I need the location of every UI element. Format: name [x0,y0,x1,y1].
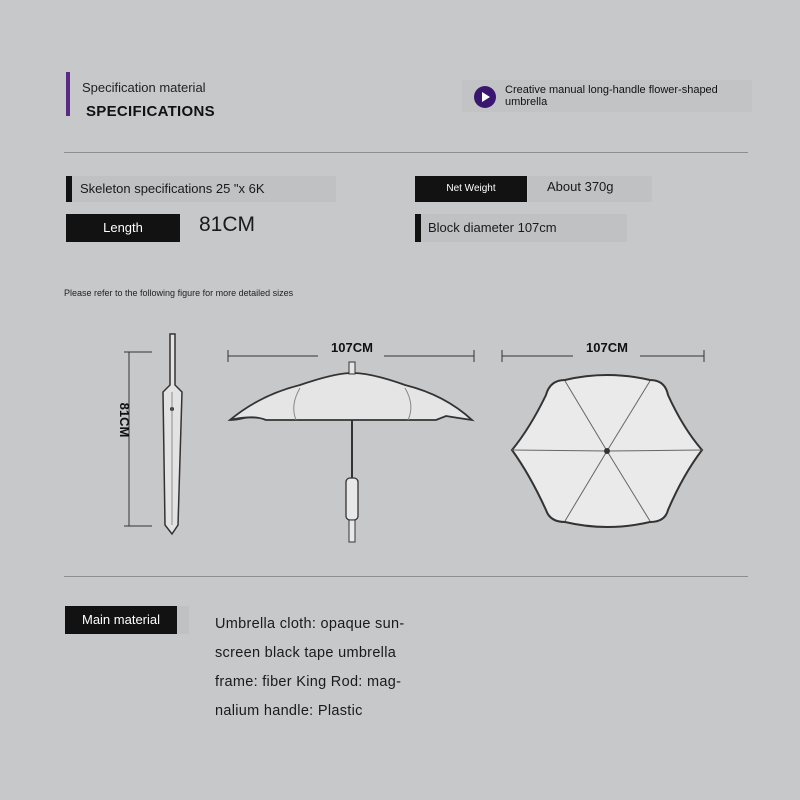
length-value: 81CM [199,213,256,236]
divider-bottom [64,576,748,577]
open-width-label: 107CM [331,340,373,355]
product-tagline: Creative manual long-handle flower-shaped umbrella [505,84,718,108]
main-material-text [215,610,455,726]
top-width-label: 107CM [586,340,628,355]
material-line: frame: fiber King Rod: mag- [215,674,402,690]
main-material-label: Main material [65,606,177,634]
skeleton-spec-text: Skeleton specifications 25 "x 6K [80,181,265,196]
closed-umbrella-drawing [117,334,182,534]
header-title: SPECIFICATIONS [86,103,215,120]
block-diameter-text: Block diameter 107cm [428,220,557,235]
material-line: nalium handle: Plastic [215,703,363,719]
material-line: screen black tape umbrella [215,645,397,661]
header-subtitle: Specification material [82,80,206,95]
height-dimension-label: 81CM [117,402,132,438]
open-umbrella-top-drawing [502,340,704,527]
length-label: Length [66,214,180,242]
material-line: Umbrella cloth: opaque sun- [215,616,405,632]
open-umbrella-side-drawing [228,340,474,542]
net-weight-label: Net Weight [415,176,527,202]
size-note: Please refer to the following figure for more detailed sizes [64,288,294,298]
net-weight-value: About 370g [547,179,614,194]
